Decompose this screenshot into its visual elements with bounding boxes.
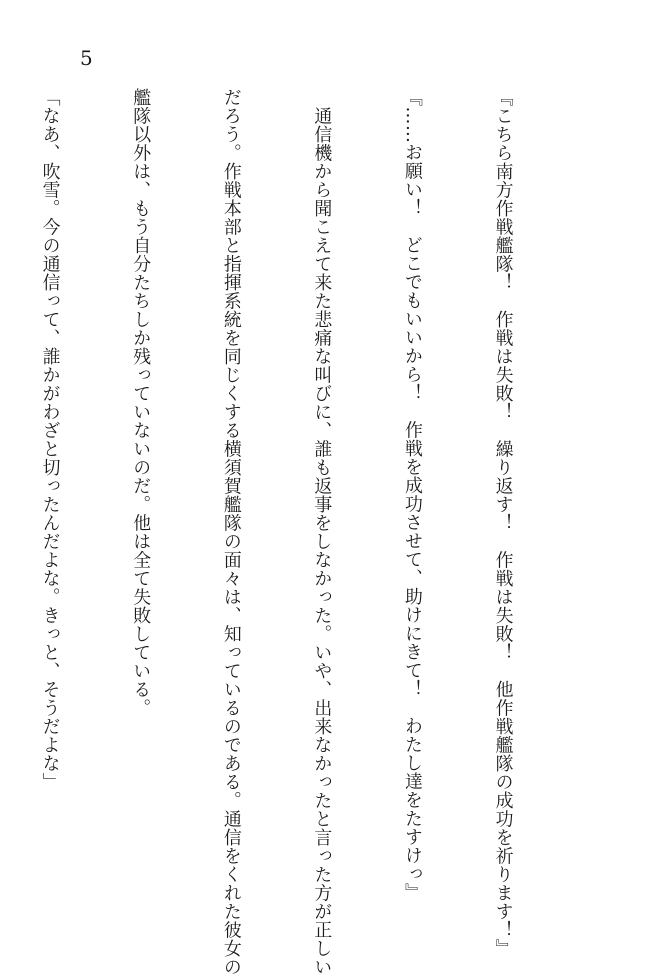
text-line: 艦隊以外は、もう自分たちしか残っていないのだ。他は全て失敗している。 — [130, 88, 152, 717]
text-line: 『こちら南方作戦艦隊！ 作戦は失敗！ 繰り返す！ 作戦は失敗！ 他作戦艦隊の成功を祈ります！』 — [492, 88, 514, 958]
text-line: だろう。作戦本部と指揮系統を同じくする横須賀艦隊の面々は、知っているのである。通信をくれた彼女の — [220, 88, 242, 976]
text-line: 「なあ、吹雪。今の通信って、誰かがわざと切ったんだよな。きっと、そうだよな」 — [39, 88, 61, 791]
text-line: 『……お願い！ どこでもいいから！ 作戦を成功させて、助けにきて！ わたし達をたすけっ』 — [401, 88, 423, 902]
text-line: 通信機から聞こえて来た悲痛な叫びに、誰も返事をしなかった。いや、出来なかったと言った方が正しい — [311, 88, 333, 976]
page-number: 5 — [80, 46, 93, 70]
vertical-body-text — [39, 88, 578, 976]
